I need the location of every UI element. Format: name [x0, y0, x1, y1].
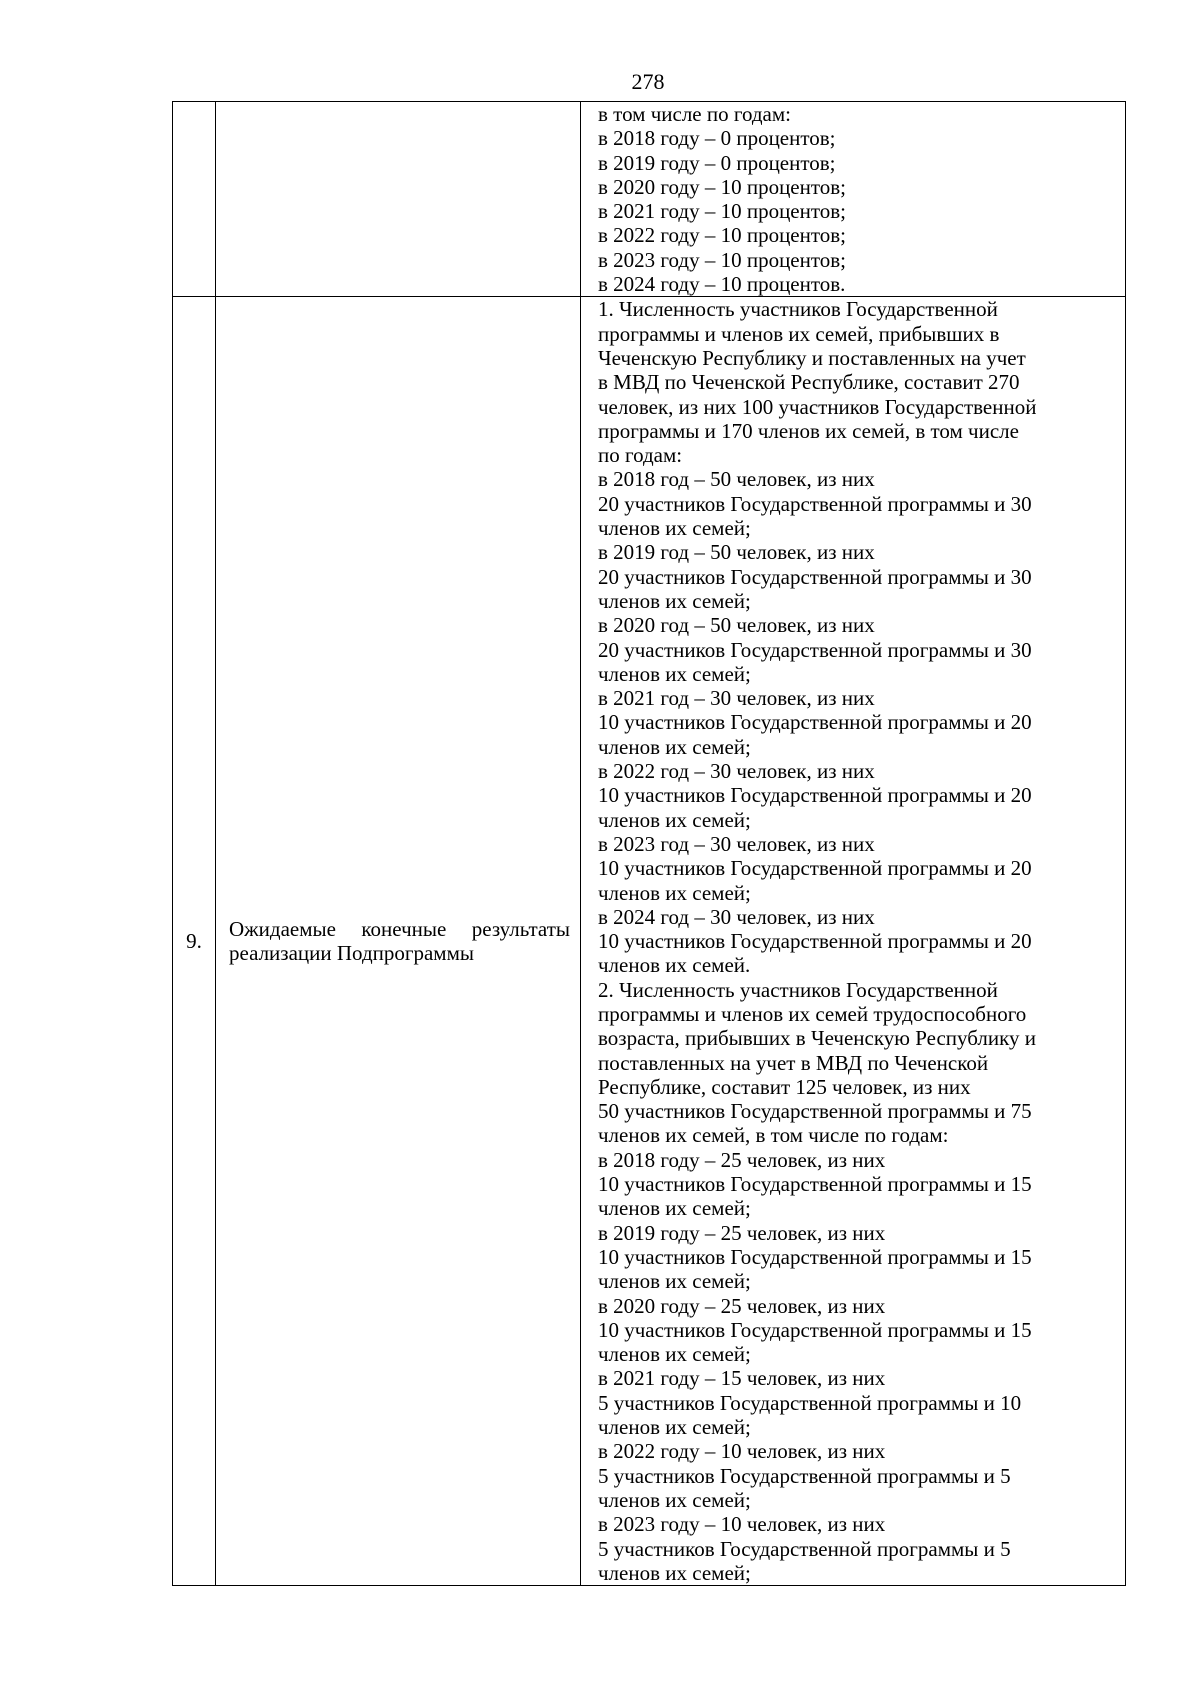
- content-line: 20 участников Государственной программы и 30: [598, 491, 1032, 516]
- content-line: членов их семей;: [598, 807, 751, 832]
- content-line: в 2019 год – 50 человек, из них: [598, 540, 875, 565]
- content-line: членов их семей;: [598, 1415, 751, 1440]
- row-number-cell: 9.: [173, 297, 216, 1586]
- table-row: [173, 102, 1126, 297]
- content-line: членов их семей;: [598, 1560, 751, 1585]
- content-line: в 2022 год – 30 человек, из них: [598, 759, 875, 784]
- table-row: [173, 297, 1126, 1586]
- content-line: программы и членов их семей трудоспособного: [598, 1001, 1027, 1026]
- row-number-cell: [173, 102, 216, 297]
- content-line: программы и 170 членов их семей, в том числе: [598, 418, 1019, 443]
- content-line: программы и членов их семей, прибывших в: [598, 321, 1000, 346]
- content-line: в 2020 году – 25 человек, из них: [598, 1293, 886, 1318]
- content-line: членов их семей;: [598, 1342, 751, 1367]
- row-label-text: Ожидаемые конечные результаты реализации Подпрограммы: [229, 916, 570, 966]
- row-content-cell: [581, 297, 1126, 1586]
- content-line: в 2020 году – 10 процентов;: [598, 174, 847, 199]
- content-line: 10 участников Государственной программы и 15: [598, 1172, 1032, 1197]
- content-line: членов их семей;: [598, 1196, 751, 1221]
- content-line: членов их семей;: [598, 1487, 751, 1512]
- content-line: в 2021 год – 30 человек, из них: [598, 686, 875, 711]
- content-line: членов их семей;: [598, 661, 751, 686]
- content-line: в 2019 году – 25 человек, из них: [598, 1220, 886, 1245]
- content-line: 20 участников Государственной программы и 30: [598, 564, 1032, 589]
- content-line: 5 участников Государственной программы и 5: [598, 1463, 1011, 1488]
- content-line: в 2023 году – 10 процентов;: [598, 247, 847, 272]
- content-line: в 2022 году – 10 человек, из них: [598, 1439, 886, 1464]
- content-line: Чеченскую Республику и поставленных на учет: [598, 345, 1026, 370]
- row-label-cell: [216, 102, 581, 297]
- program-table: [172, 101, 1126, 1586]
- content-line: 20 участников Государственной программы и 30: [598, 637, 1032, 662]
- content-line: членов их семей.: [598, 953, 751, 978]
- content-line: 50 участников Государственной программы и 75: [598, 1099, 1032, 1124]
- content-line: 5 участников Государственной программы и 10: [598, 1390, 1022, 1415]
- content-line: членов их семей, в том числе по годам:: [598, 1123, 949, 1148]
- content-line: в 2021 году – 10 процентов;: [598, 199, 847, 224]
- content-line: возраста, прибывших в Чеченскую Республику и: [598, 1026, 1037, 1051]
- content-line: в 2024 году – 10 процентов.: [598, 272, 846, 297]
- content-line: в 2021 году – 15 человек, из них: [598, 1366, 886, 1391]
- content-line: в том числе по годам:: [598, 102, 791, 126]
- content-line: 5 участников Государственной программы и 5: [598, 1536, 1011, 1561]
- row-label-cell: [216, 297, 581, 1586]
- content-line: 10 участников Государственной программы и 15: [598, 1244, 1032, 1269]
- content-line: в 2023 году – 10 человек, из них: [598, 1512, 886, 1537]
- content-line: 10 участников Государственной программы и 20: [598, 929, 1032, 954]
- content-line: в 2018 году – 0 процентов;: [598, 126, 836, 151]
- content-line: в 2018 году – 25 человек, из них: [598, 1147, 886, 1172]
- content-line: Республике, составит 125 человек, из них: [598, 1074, 971, 1099]
- content-lines: [598, 297, 1117, 1585]
- content-line: в 2022 году – 10 процентов;: [598, 223, 847, 248]
- content-line: в 2023 год – 30 человек, из них: [598, 831, 875, 856]
- content-line: в 2020 год – 50 человек, из них: [598, 613, 875, 638]
- content-line: членов их семей;: [598, 588, 751, 613]
- content-line: в МВД по Чеченской Республике, составит 270: [598, 370, 1020, 395]
- content-line: членов их семей;: [598, 880, 751, 905]
- content-line: 10 участников Государственной программы и 15: [598, 1317, 1032, 1342]
- content-line: 2. Численность участников Государственной: [598, 977, 998, 1002]
- content-line: поставленных на учет в МВД по Чеченской: [598, 1050, 989, 1075]
- content-line: в 2018 год – 50 человек, из них: [598, 467, 875, 492]
- content-line: человек, из них 100 участников Государственной: [598, 394, 1037, 419]
- content-line: членов их семей;: [598, 734, 751, 759]
- content-line: членов их семей;: [598, 1269, 751, 1294]
- content-line: в 2019 году – 0 процентов;: [598, 150, 836, 175]
- content-line: 1. Численность участников Государственной: [598, 297, 998, 322]
- row-content-cell: [581, 102, 1126, 297]
- content-line: в 2024 год – 30 человек, из них: [598, 904, 875, 929]
- content-line: 10 участников Государственной программы и 20: [598, 783, 1032, 808]
- content-line: 10 участников Государственной программы и 20: [598, 710, 1032, 735]
- content-line: 10 участников Государственной программы и 20: [598, 856, 1032, 881]
- content-lines: [598, 102, 1117, 296]
- content-line: по годам:: [598, 443, 683, 468]
- page-number: 278: [631, 69, 665, 94]
- content-line: членов их семей;: [598, 516, 751, 541]
